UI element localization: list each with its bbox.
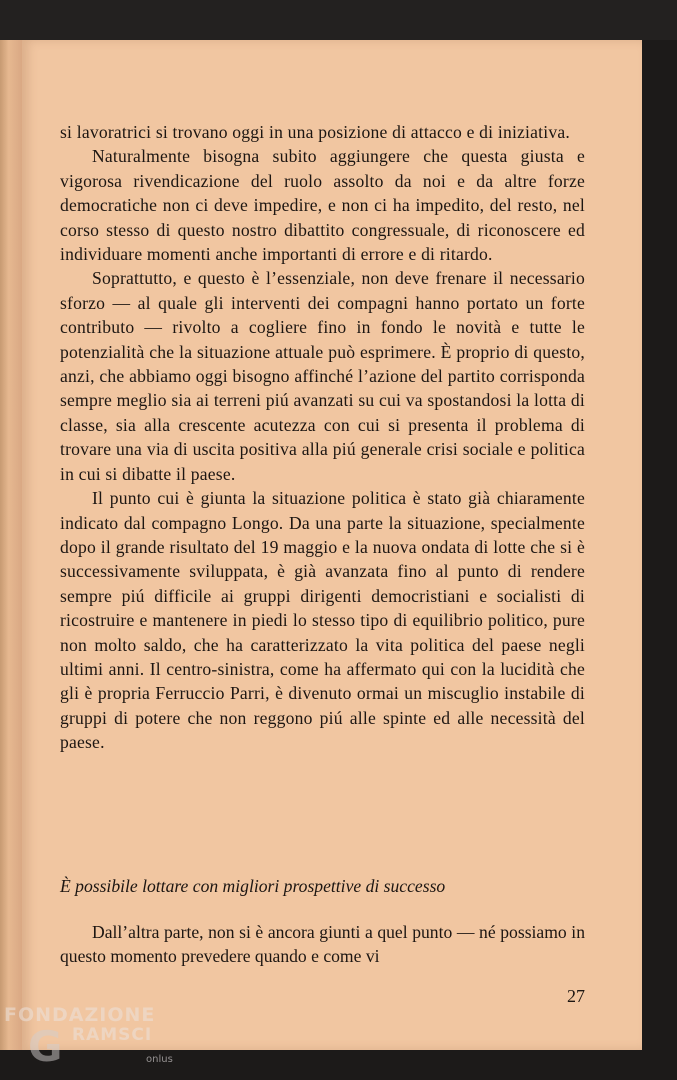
- watermark-g-logo: G: [28, 1022, 63, 1071]
- watermark-onlus: onlus: [146, 1054, 173, 1065]
- paragraph-4: Il punto cui è giunta la situazione politica è stato già chiaramente indicato dal compagno Longo. Da una parte la situazione, specialmente dopo il grande risultato del 19 maggio e la nuova ondata di lotte che si è successivamente sviluppata, è già avanzata fino al punto di rendere sempre piú difficile ai gruppi dirigenti democristiani e socialisti di ricostruire e mantenere in piedi lo stesso tipo di equilibrio politico, pure non molto saldo, che ha caratterizzato la vita politica del paese negli ultimi anni. Il centro-sinistra, come ha affermato qui con la lucidità che gli è propria Ferruccio Parri, è divenuto ormai un miscuglio instabile di gruppi di potere che non reggono piú alle spinte ed alle necessità del paese.: [60, 488, 585, 753]
- section-heading: È possibile lottare con migliori prospettive di successo: [60, 876, 446, 896]
- book-spine: [0, 40, 22, 1050]
- paragraph-3: Soprattutto, e questo è l’essenziale, non deve frenare il necessario sforzo — al quale gli interventi dei compagni hanno portato un forte contributo — rivolto a cogliere fino in fondo le novità e tutte le potenzialità che la situazione attuale può esprimere. È proprio di questo, anzi, che abbiamo oggi bisogno affinché l’azione del partito corrisponda sempre meglio sia ai terreni piú avanzati su cui va spostandosi la lotta di classe, sia alla crescente acutezza con cui si presenta il problema di trovare una via di uscita positiva alla piú generale crisi sociale e politica in cui si dibatte il paese.: [60, 268, 585, 484]
- body-text-continued: [60, 920, 585, 969]
- body-text: [60, 120, 585, 755]
- watermark-line1: FONDAZIONE: [4, 1004, 156, 1026]
- paragraph-2: Naturalmente bisogna subito aggiungere che questa giusta e vigorosa rivendicazione del ruolo assolto da noi e da altre forze democratiche non ci deve impedire, e non ci ha impedito, del resto, nel corso stesso di questo nostro dibattito congressuale, di riconoscere ed individuare momenti anche importanti di errore e di ritardo.: [60, 146, 585, 265]
- paragraph-5: Dall’altra parte, non si è ancora giunti a quel punto — né possiamo in questo momento prevedere quando e come vi: [60, 922, 585, 967]
- page-number: 27: [567, 986, 585, 1006]
- paragraph-1: si lavoratrici si trovano oggi in una posizione di attacco e di iniziativa.: [60, 122, 570, 142]
- fondazione-gramsci-watermark: [4, 1004, 204, 1074]
- scan-border-right: [642, 40, 677, 1080]
- watermark-line2: RAMSCI: [72, 1025, 153, 1045]
- scan-border-top: [0, 0, 677, 40]
